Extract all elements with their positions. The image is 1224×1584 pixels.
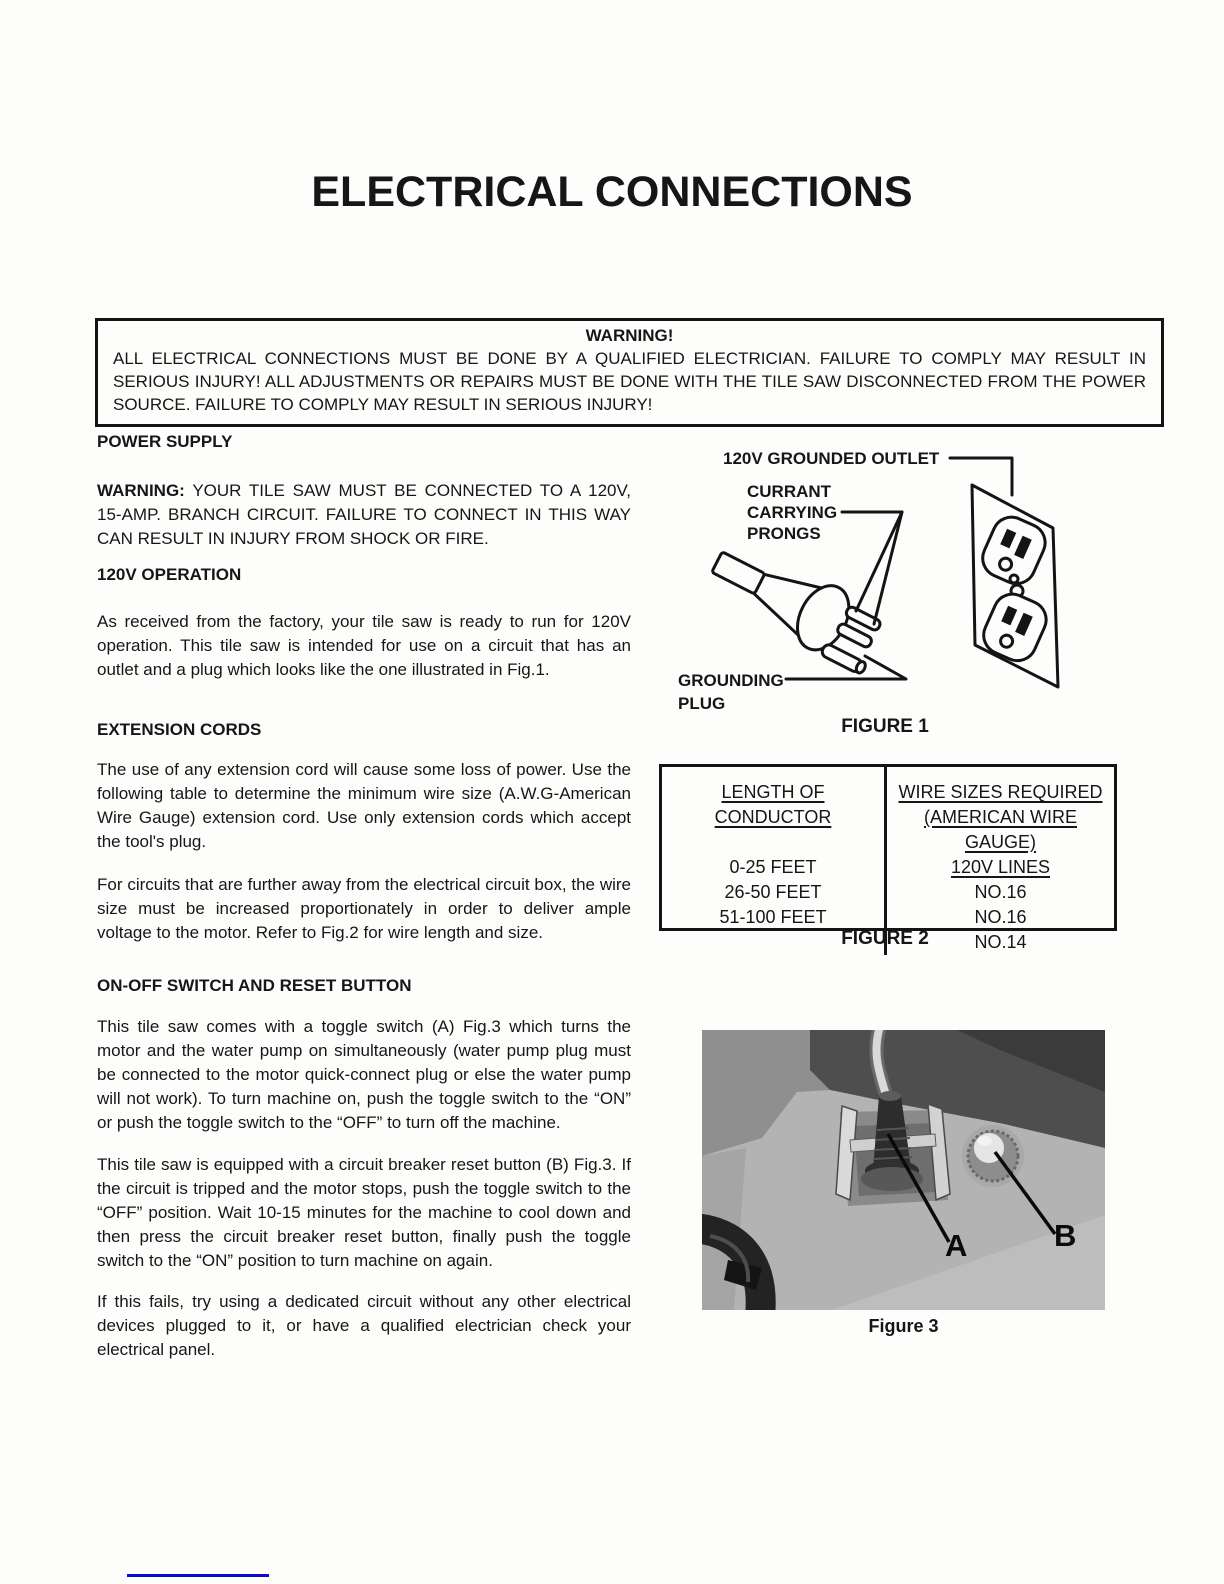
warning-box-heading: WARNING!: [585, 326, 674, 345]
figure3-label-a: A: [945, 1228, 968, 1263]
col1-header-line1: LENGTH OF: [721, 782, 825, 802]
figure1-label-prongs-line1: CURRANT: [747, 482, 832, 501]
figure1-label-ground: [678, 669, 784, 715]
table-cell-wire-1: NO.16: [974, 907, 1027, 927]
figure1-label-outlet: 120V GROUNDED OUTLET: [723, 449, 940, 468]
figure1-caption: FIGURE 1: [841, 716, 929, 737]
switch-photo-art-icon: [702, 1030, 1105, 1310]
warning-box-body: ALL ELECTRICAL CONNECTIONS MUST BE DONE BY A QUALIFIED ELECTRICIAN. FAILURE TO COMPLY MAY RESULT IN SERIOUS INJURY! ALL ADJUSTMENTS OR REPAIRS MUST BE DONE WITH THE TILE SAW DISCONNECTED FROM THE POWER SOURCE. FAILURE TO COMPLY MAY RESULT IN SERIOUS INJURY!: [113, 349, 1146, 414]
figure1: [650, 435, 1130, 755]
table-cell-length-1: 26-50 FEET: [724, 882, 822, 902]
paragraph-120v-operation: As received from the factory, your tile saw is ready to run for 120V operation. This tile saw is intended for use on a circuit that has an outlet and a plug which looks like the one illustrated in Fig.1.: [97, 612, 631, 679]
col2-header-line3: 120V LINES: [950, 857, 1051, 877]
figure2-caption: FIGURE 2: [841, 928, 929, 949]
warning-inline-label: WARNING:: [97, 481, 185, 500]
table-cell-wire-0: NO.16: [974, 882, 1027, 902]
section-heading-120v-operation: 120V OPERATION: [97, 565, 242, 584]
table-cell-length-2: 51-100 FEET: [719, 907, 827, 927]
figure3-label-b: B: [1054, 1218, 1077, 1253]
footer-link-line: [127, 1574, 269, 1577]
section-heading-on-off-switch: ON-OFF SWITCH AND RESET BUTTON: [97, 976, 412, 995]
figure1-label-prongs-line3: PRONGS: [747, 524, 821, 543]
page-title: ELECTRICAL CONNECTIONS: [311, 168, 913, 216]
section-heading-power-supply: POWER SUPPLY: [97, 432, 233, 451]
paragraph-on-off-3: If this fails, try using a dedicated circuit without any other electrical devices plugged to it, or have a qualified electrician check your electrical panel.: [97, 1292, 631, 1359]
col1-header-line2: CONDUCTOR: [714, 807, 832, 827]
figure1-label-ground-line2: PLUG: [678, 694, 726, 713]
text-column: [97, 432, 631, 1362]
table-cell-length-0: 0-25 FEET: [729, 857, 817, 877]
table-spacer: [662, 830, 884, 855]
col2-header-line1: WIRE SIZES REQUIRED: [898, 782, 1103, 802]
figure3-caption: Figure 3: [868, 1316, 939, 1336]
section-heading-extension-cords: EXTENSION CORDS: [97, 720, 262, 739]
col2-header-line2: (AMERICAN WIRE GAUGE): [924, 807, 1077, 852]
figure1-label-ground-line1: GROUNDING: [678, 671, 784, 690]
table-col-length: [662, 767, 887, 955]
table-col-wire-size: [887, 767, 1114, 955]
paragraph-extension-cords-1: The use of any extension cord will cause some loss of power. Use the following table to determine the minimum wire size (A.W.G-American Wire Gauge) extension cord. Use only extension cords which accept the tool's plug.: [97, 760, 631, 851]
warning-box: [95, 318, 1164, 427]
warning-inline-text: YOUR TILE SAW MUST BE CONNECTED TO A 120V, 15-AMP. BRANCH CIRCUIT. FAILURE TO CONNECT IN THIS WAY CAN RESULT IN INJURY FROM SHOCK OR FIRE.: [97, 481, 631, 548]
paragraph-on-off-2: This tile saw is equipped with a circuit breaker reset button (B) Fig.3. If the circuit is tripped and the motor stops, push the toggle switch to the “OFF” position. Wait 10-15 minutes for the machine to cool down and then press the circuit breaker reset button, finally push the toggle switch to the “ON” position to turn machine on again.: [97, 1155, 631, 1270]
figure1-label-prongs: [747, 481, 837, 544]
table-cell-wire-2: NO.14: [974, 932, 1027, 952]
paragraph-extension-cords-2: For circuits that are further away from the electrical circuit box, the wire size must be increased proportionately in order to deliver ample voltage to the motor. Refer to Fig.2 for wire length and size.: [97, 875, 631, 942]
figure1-label-prongs-line2: CARRYING: [747, 503, 838, 522]
paragraph-on-off-1: This tile saw comes with a toggle switch (A) Fig.3 which turns the motor and the water pump on simultaneously (water pump plug must be connected to the motor quick-connect plug or else the water pump will not work). To turn machine on, push the toggle switch to the “ON” or push the toggle switch to the “OFF” to turn off the machine.: [97, 1017, 631, 1132]
paragraph-power-supply: [97, 479, 631, 551]
figure3-photo: [702, 1030, 1105, 1310]
